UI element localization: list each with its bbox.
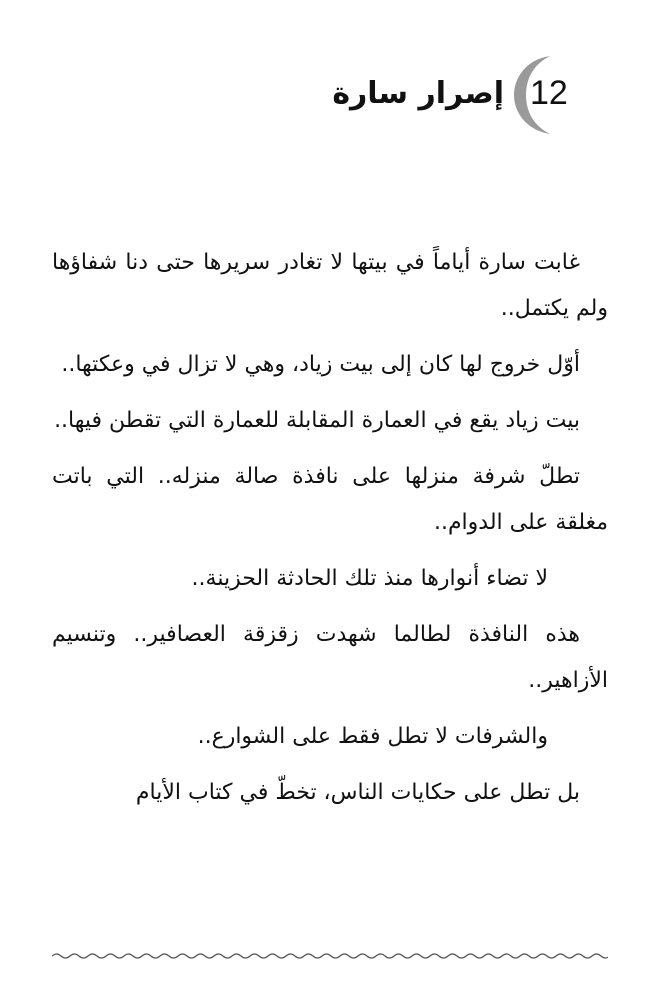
paragraph-3: بيت زياد يقع في العمارة المقابلة للعمارة التي تقطن فيها.. (54, 408, 580, 433)
chapter-body (52, 240, 608, 826)
paragraph-5: لا تضاء أنوارها منذ تلك الحادثة الحزينة.. (191, 566, 548, 591)
chapter-number: 12 (530, 74, 568, 112)
paragraph-8: بل تطل على حكايات الناس، تخطّ في كتاب الأيام (135, 780, 580, 805)
paragraph-4: تطلّ شرفة منزلها على نافذة صالة منزله.. التي باتت مغلقة على الدوام.. (52, 464, 608, 535)
chapter-title: إصرار سارة (332, 76, 504, 111)
paragraph-1: غابت سارة أياماً في بيتها لا تغادر سريرها حتى دنا شفاؤها ولم يكتمل.. (52, 250, 608, 321)
paragraph-7: والشرفات لا تطل فقط على الشوارع.. (197, 724, 548, 749)
wavy-divider (52, 950, 608, 962)
paragraph-6: هذه النافذة لطالما شهدت زقزقة العصافير.. وتنسيم الأزاهير.. (52, 622, 608, 693)
paragraph-2: أوّل خروج لها كان إلى بيت زياد، وهي لا تزال في وعكتها.. (61, 352, 580, 377)
chapter-badge (510, 50, 590, 140)
chapter-header (330, 50, 590, 140)
